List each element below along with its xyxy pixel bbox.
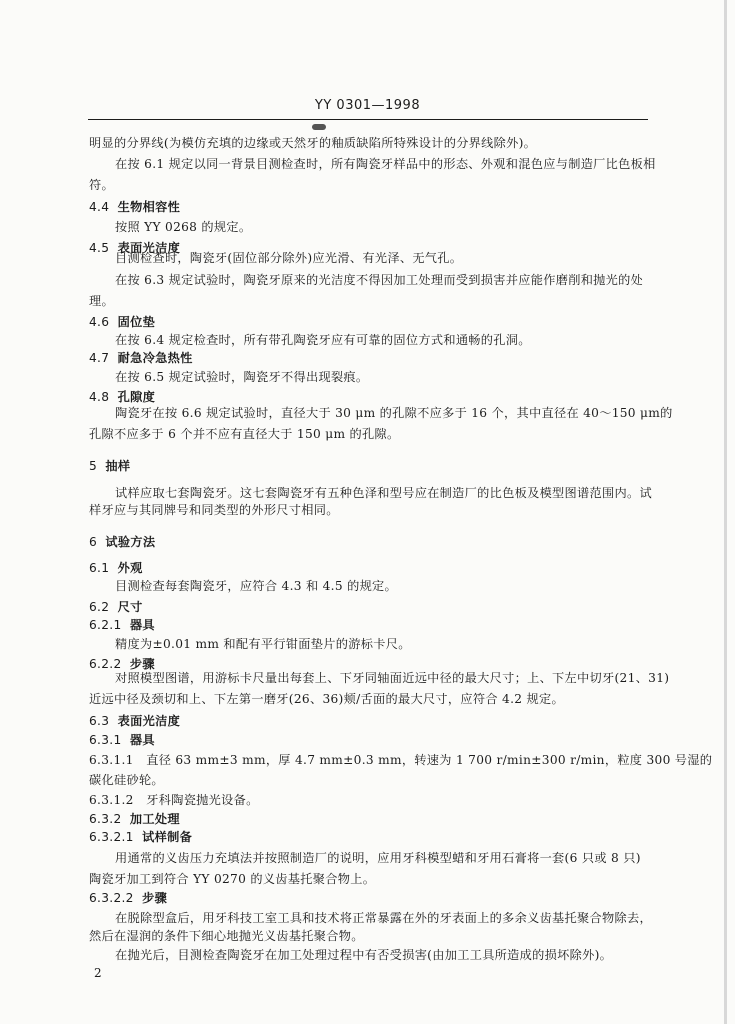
section-heading-6-2-1: 6.2.1 器具 — [89, 618, 155, 632]
paragraph-line: 在抛光后，目测检查陶瓷牙在加工处理过程中有否受损害(由加工工具所造成的损坏除外)。 — [115, 948, 613, 962]
section-heading-4-7: 4.7 耐急冷急热性 — [89, 351, 193, 365]
page-number: 2 — [94, 966, 102, 980]
paragraph-line: 对照模型图谱，用游标卡尺量出每套上、下牙同轴面近远中径的最大尺寸；上、下左中切牙(21、31) — [115, 671, 670, 685]
paragraph-line: 碳化硅砂轮。 — [89, 773, 164, 787]
paragraph-line: 目测检查每套陶瓷牙，应符合 4.3 和 4.5 的规定。 — [115, 579, 398, 593]
paragraph-line: 孔隙不应多于 6 个并不应有直径大于 150 μm 的孔隙。 — [89, 427, 400, 441]
paragraph-line: 理。 — [89, 294, 114, 308]
section-heading-4-6: 4.6 固位垫 — [89, 315, 156, 329]
paragraph-line: 在按 6.5 规定试验时，陶瓷牙不得出现裂痕。 — [115, 370, 369, 384]
paragraph-line: 6.3.1.1 直径 63 mm±3 mm，厚 4.7 mm±0.3 mm，转速为 1 700 r/min±300 r/min，粒度 300 号湿的 — [89, 753, 713, 767]
paragraph-line: 精度为±0.01 mm 和配有平行钳面垫片的游标卡尺。 — [115, 637, 411, 651]
paragraph-line: 试样应取七套陶瓷牙。这七套陶瓷牙有五种色泽和型号应在制造厂的比色板及模型图谱范围内。试 — [115, 486, 652, 500]
section-heading-6-3: 6.3 表面光洁度 — [89, 714, 181, 728]
paragraph-line: 在脱除型盒后，用牙科技工室工具和技术将正常暴露在外的牙表面上的多余义齿基托聚合物除去， — [115, 911, 652, 925]
section-heading-6-3-1: 6.3.1 器具 — [89, 733, 155, 747]
paragraph-line: 在按 6.1 规定以同一背景目测检查时，所有陶瓷牙样品中的形态、外观和混色应与制造厂比色板相 — [115, 157, 656, 171]
paragraph-line: 明显的分界线(为模仿充填的边缘或天然牙的釉质缺陷所特殊设计的分界线除外)。 — [89, 136, 537, 150]
paragraph-line: 陶瓷牙在按 6.6 规定试验时，直径大于 30 μm 的孔隙不应多于 16 个，其中直径在 40～150 μm的 — [115, 406, 673, 420]
scan-edge — [724, 0, 727, 1024]
section-heading-6-3-2-2: 6.3.2.2 步骤 — [89, 891, 168, 905]
paragraph-line: 样牙应与其同牌号和同类型的外形尺寸相同。 — [89, 503, 339, 517]
section-heading-6-2-2: 6.2.2 步骤 — [89, 657, 155, 671]
paragraph-line: 用通常的义齿压力充填法并按照制造厂的说明，应用牙科模型蜡和牙用石膏将一套(6 只或 8 只) — [115, 851, 641, 865]
section-heading-6-1: 6.1 外观 — [89, 561, 143, 575]
section-heading-6-3-2: 6.3.2 加工处理 — [89, 812, 180, 826]
paragraph-line: 然后在湿润的条件下细心地抛光义齿基托聚合物。 — [89, 929, 364, 943]
paragraph-line: 6.3.1.2 牙科陶瓷抛光设备。 — [89, 793, 259, 807]
standard-header: YY 0301—1998 — [314, 98, 421, 113]
section-heading-4-5: 4.5 表面光洁度 — [89, 241, 181, 255]
paragraph-line: 按照 YY 0268 的规定。 — [115, 220, 252, 234]
section-heading-6-2: 6.2 尺寸 — [89, 600, 143, 614]
paragraph-line: 符。 — [89, 178, 114, 192]
section-heading-4-4: 4.4 生物相容性 — [89, 200, 181, 214]
paragraph-line: 目测检查时，陶瓷牙(固位部分除外)应光滑、有光泽、无气孔。 — [115, 251, 463, 265]
paragraph-line: 在按 6.3 规定试验时，陶瓷牙原来的光洁度不得因加工处理而受到损害并应能作磨削和抛光的处 — [115, 273, 644, 287]
scan-mark — [312, 124, 326, 130]
section-heading-6-3-2-1: 6.3.2.1 试样制备 — [89, 830, 193, 844]
header-rule — [88, 119, 648, 120]
section-heading-4-8: 4.8 孔隙度 — [89, 390, 156, 404]
paragraph-line: 陶瓷牙加工到符合 YY 0270 的义齿基托聚合物上。 — [89, 872, 376, 886]
paragraph-line: 近远中径及颈切和上、下左第一磨牙(26、36)颊/舌面的最大尺寸，应符合 4.2 规定。 — [89, 692, 564, 706]
paragraph-line: 在按 6.4 规定检查时，所有带孔陶瓷牙应有可靠的固位方式和通畅的孔洞。 — [115, 333, 531, 347]
section-heading-5: 5 抽样 — [89, 459, 131, 473]
section-heading-6: 6 试验方法 — [89, 535, 156, 549]
